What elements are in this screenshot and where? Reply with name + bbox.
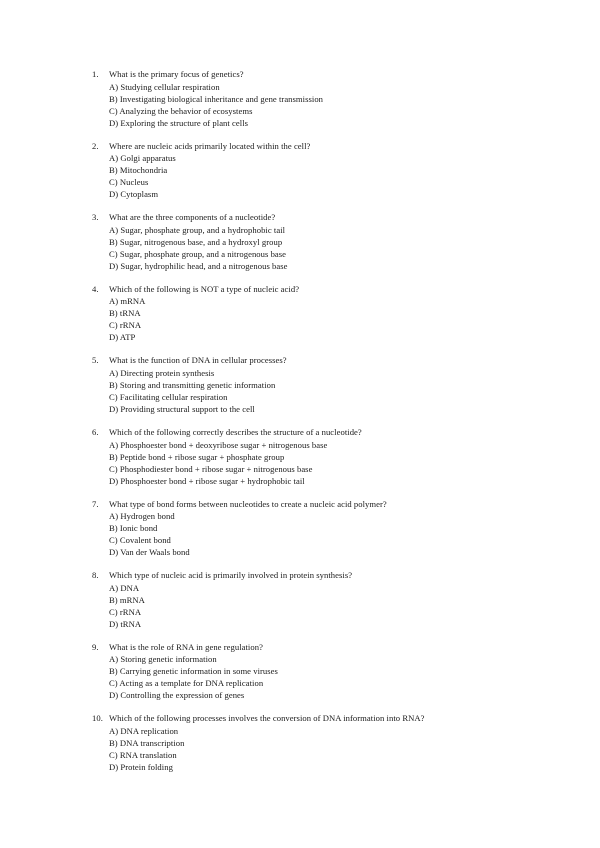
- answer-option-b: B) Carrying genetic information in some viruses: [109, 666, 278, 677]
- answer-options: [92, 725, 562, 773]
- answer-option-b: B) tRNA: [109, 308, 141, 319]
- answer-option-b: B) Investigating biological inheritance and gene transmission: [109, 93, 324, 104]
- answer-option-c: C) Acting as a template for DNA replication: [109, 678, 264, 689]
- answer-option-b: B) mRNA: [109, 594, 145, 605]
- question-text: Which of the following is NOT a type of nucleic acid?: [109, 283, 300, 294]
- answer-option-a: A) Storing genetic information: [109, 654, 217, 665]
- question-4: [92, 284, 562, 344]
- answer-option-a: A) Studying cellular respiration: [109, 81, 220, 92]
- answer-option-a: A) Sugar, phosphate group, and a hydrophobic tail: [109, 224, 286, 235]
- question-number: 5.: [92, 355, 99, 366]
- question-heading: [92, 713, 562, 725]
- answer-option-d: D) tRNA: [109, 618, 142, 629]
- answer-option-d: D) Cytoplasm: [109, 189, 159, 200]
- answer-option-c: C) Sugar, phosphate group, and a nitrogenous base: [109, 248, 287, 259]
- answer-option-d: D) Van der Waals bond: [109, 547, 190, 558]
- answer-option-b: B) Storing and transmitting genetic information: [109, 379, 276, 390]
- answer-option-d: D) Phosphoester bond + ribose sugar + hydrophobic tail: [109, 475, 305, 486]
- answer-option-a: A) Golgi apparatus: [109, 153, 176, 164]
- answer-options: [92, 510, 562, 558]
- answer-option-c: C) rRNA: [109, 606, 142, 617]
- answer-option-d: D) ATP: [109, 332, 136, 343]
- answer-option-d: D) Protein folding: [109, 761, 173, 772]
- question-text: What are the three components of a nucleotide?: [109, 212, 276, 223]
- answer-options: [92, 367, 562, 415]
- question-heading: [92, 499, 562, 511]
- question-heading: [92, 141, 562, 153]
- answer-option-c: C) Analyzing the behavior of ecosystems: [109, 105, 253, 116]
- question-heading: [92, 427, 562, 439]
- question-number: 8.: [92, 570, 99, 581]
- question-number: 10.: [92, 713, 103, 724]
- question-9: [92, 642, 562, 702]
- answer-options: [92, 224, 562, 272]
- answer-option-a: A) DNA: [109, 582, 140, 593]
- answer-option-b: B) Sugar, nitrogenous base, and a hydroxyl group: [109, 236, 283, 247]
- answer-options: [92, 653, 562, 701]
- answer-option-a: A) Directing protein synthesis: [109, 367, 215, 378]
- answer-option-d: D) Controlling the expression of genes: [109, 690, 245, 701]
- answer-option-b: B) DNA transcription: [109, 737, 185, 748]
- question-number: 6.: [92, 426, 99, 437]
- question-number: 4.: [92, 283, 99, 294]
- question-list: [92, 69, 562, 785]
- answer-option-b: B) Ionic bond: [109, 523, 158, 534]
- question-5: [92, 355, 562, 415]
- question-6: [92, 427, 562, 487]
- answer-option-a: A) Phosphoester bond + deoxyribose sugar + nitrogenous base: [109, 439, 328, 450]
- question-text: Which type of nucleic acid is primarily involved in protein synthesis?: [109, 570, 353, 581]
- question-heading: [92, 355, 562, 367]
- question-text: What is the function of DNA in cellular processes?: [109, 355, 287, 366]
- question-heading: [92, 570, 562, 582]
- answer-option-c: C) Covalent bond: [109, 535, 171, 546]
- question-number: 2.: [92, 140, 99, 151]
- question-heading: [92, 642, 562, 654]
- answer-option-c: C) rRNA: [109, 320, 142, 331]
- answer-options: [92, 439, 562, 487]
- answer-option-c: C) Nucleus: [109, 177, 149, 188]
- question-text: Which of the following processes involves the conversion of DNA information into RNA?: [109, 713, 425, 724]
- question-7: [92, 499, 562, 559]
- question-2: [92, 141, 562, 201]
- answer-option-b: B) Mitochondria: [109, 165, 168, 176]
- answer-option-d: D) Exploring the structure of plant cells: [109, 117, 249, 128]
- question-1: [92, 69, 562, 129]
- question-heading: [92, 284, 562, 296]
- answer-options: [92, 152, 562, 200]
- question-text: Which of the following correctly describes the structure of a nucleotide?: [109, 426, 362, 437]
- answer-options: [92, 295, 562, 343]
- question-number: 3.: [92, 212, 99, 223]
- question-text: What is the primary focus of genetics?: [109, 69, 244, 79]
- answer-options: [92, 81, 562, 129]
- answer-options: [92, 582, 562, 630]
- answer-option-a: A) DNA replication: [109, 725, 179, 736]
- question-number: 7.: [92, 498, 99, 509]
- question-text: Where are nucleic acids primarily located within the cell?: [109, 140, 311, 151]
- answer-option-d: D) Sugar, hydrophilic head, and a nitrogenous base: [109, 260, 288, 271]
- question-8: [92, 570, 562, 630]
- question-heading: [92, 212, 562, 224]
- answer-option-a: A) Hydrogen bond: [109, 511, 175, 522]
- answer-option-b: B) Peptide bond + ribose sugar + phosphate group: [109, 451, 285, 462]
- question-heading: [92, 69, 562, 81]
- answer-option-c: C) Phosphodiester bond + ribose sugar + nitrogenous base: [109, 463, 313, 474]
- question-text: What is the role of RNA in gene regulation?: [109, 641, 263, 652]
- question-number: 9.: [92, 641, 99, 652]
- question-3: [92, 212, 562, 272]
- answer-option-a: A) mRNA: [109, 296, 146, 307]
- answer-option-c: C) RNA translation: [109, 749, 177, 760]
- question-10: [92, 713, 562, 773]
- question-text: What type of bond forms between nucleotides to create a nucleic acid polymer?: [109, 498, 387, 509]
- answer-option-d: D) Providing structural support to the cell: [109, 403, 255, 414]
- answer-option-c: C) Facilitating cellular respiration: [109, 391, 228, 402]
- question-number: 1.: [92, 69, 99, 79]
